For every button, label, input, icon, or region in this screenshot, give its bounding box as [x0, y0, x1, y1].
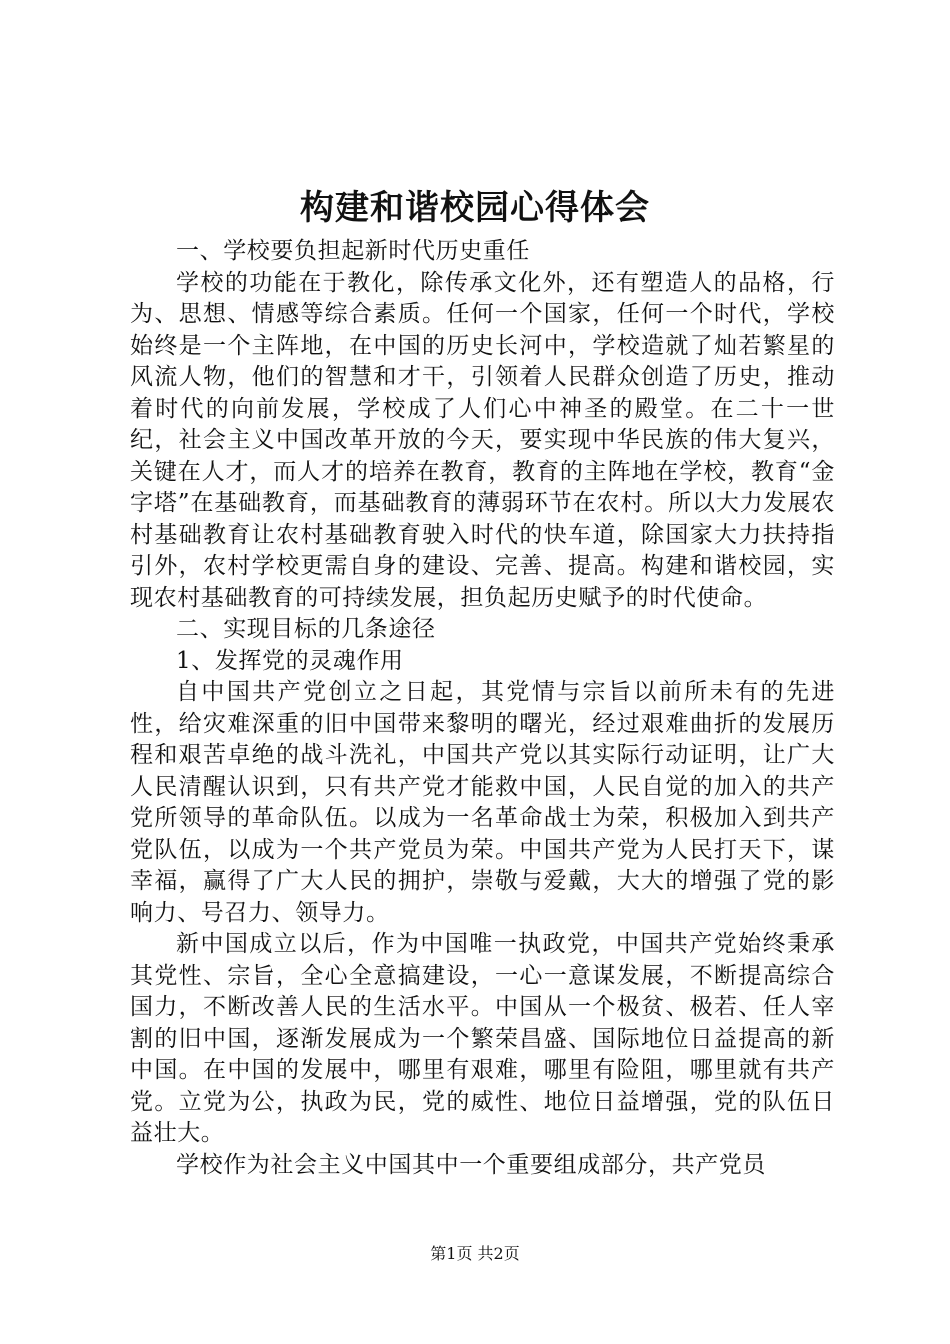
document-body	[130, 236, 835, 1181]
section-heading-2: 二、实现目标的几条途径	[176, 616, 436, 642]
paragraph-3: 新中国成立以后，作为中国唯一执政党，中国共产党始终秉承其党性、宗旨，全心全意搞建设，一心一意谋发展，不断提高综合国力，不断改善人民的生活水平。中国从一个极贫、极若、任人宰割的旧中国，逐渐发展成为一个繁荣昌盛、国际地位日益提高的新中国。在中国的发展中，哪里有艰难，哪里有险阻，哪里就有共产党。立党为公，执政为民，党的威性、地位日益增强，党的队伍日益壮大。	[130, 931, 835, 1146]
page-number-footer: 第1页 共2页	[430, 1244, 520, 1263]
section-heading-1: 一、学校要负担起新时代历史重任	[176, 238, 530, 264]
paragraph-2: 自中国共产党创立之日起，其党情与宗旨以前所未有的先进性，给灾难深重的旧中国带来黎明的曙光，经过艰难曲折的发展历程和艰苦卓绝的战斗洗礼，中国共产党以其实际行动证明，让广大人民清醒认识到，只有共产党才能救中国，人民自觉的加入的共产党所领导的革命队伍。以成为一名革命战士为荣，积极加入到共产党队伍，以成为一个共产党员为荣。中国共产党为人民打天下，谋幸福，赢得了广大人民的拥护，崇敬与爱戴，大大的增强了党的影响力、号召力、领导力。	[130, 679, 835, 926]
paragraph-1: 学校的功能在于教化，除传承文化外，还有塑造人的品格，行为、思想、情感等综合素质。任何一个国家，任何一个时代，学校始终是一个主阵地，在中国的历史长河中，学校造就了灿若繁星的风流人物，他们的智慧和才干，引领着人民群众创造了历史，推动着时代的向前发展，学校成了人们心中神圣的殿堂。在二十一世纪，社会主义中国改革开放的今天，要实现中华民族的伟大复兴，关键在人才，而人才的培养在教育，教育的主阵地在学校，教育“金字塔”在基础教育，而基础教育的薄弱环节在农村。所以大力发展农村基础教育让农村基础教育驶入时代的快车道，除国家大力扶持指引外，农村学校更需自身的建设、完善、提高。构建和谐校园，实现农村基础教育的可持续发展，担负起历史赋予的时代使命。	[130, 269, 835, 611]
document-title: 构建和谐校园心得体会	[300, 188, 650, 228]
paragraph-4: 学校作为社会主义中国其中一个重要组成部分，共产党员	[176, 1151, 766, 1178]
subsection-heading-1: 1、发挥党的灵魂作用	[176, 647, 404, 674]
